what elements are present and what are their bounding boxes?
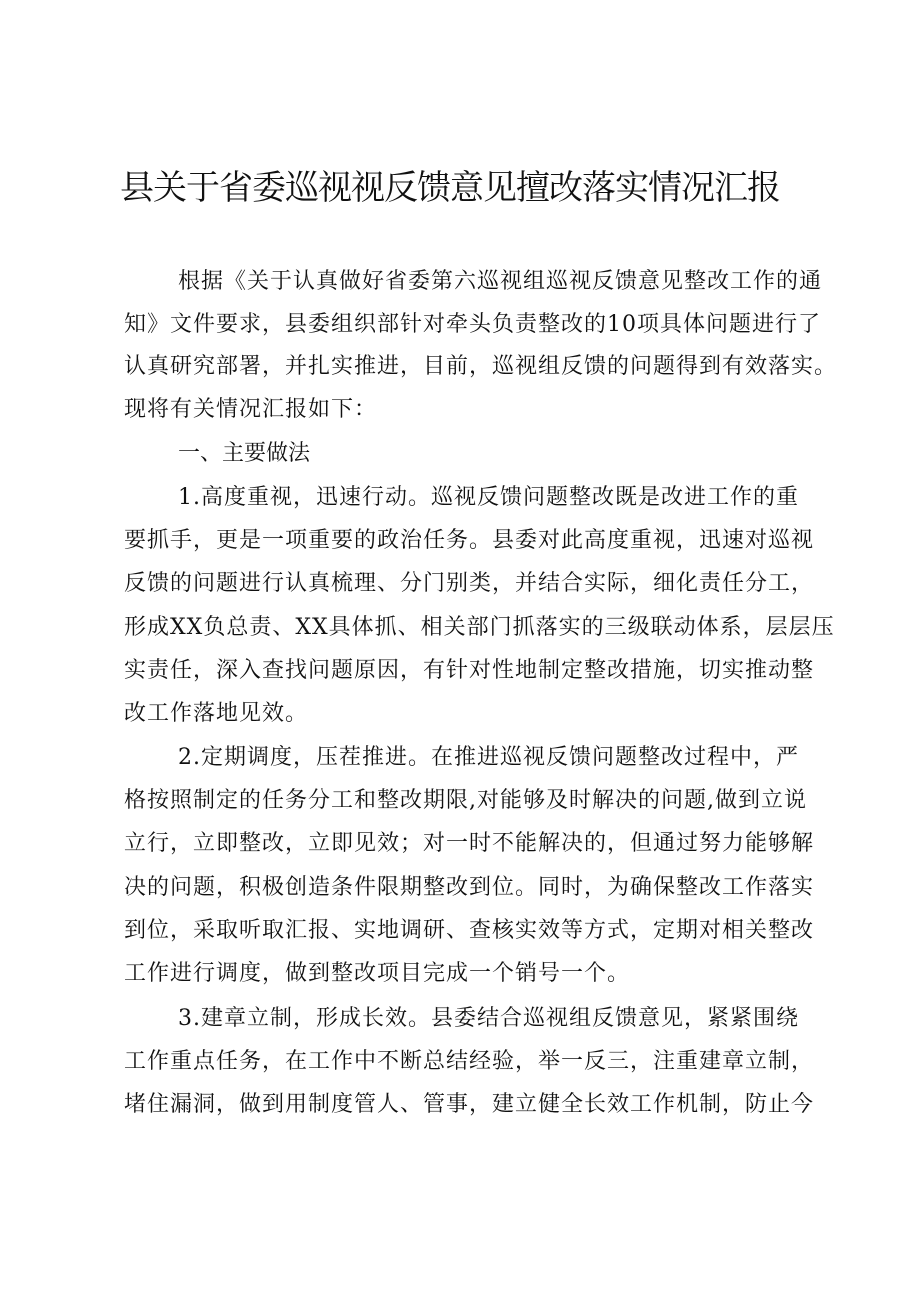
intro-line: 根据《关于认真做好省委第六巡视组巡视反馈意见整改工作的通 <box>178 269 823 294</box>
intro-line: 知》文件要求，县委组织部针对牵头负责整改的10项具体问题进行了 <box>124 312 821 337</box>
item1-line: 1.高度重视，迅速行动。巡视反馈问题整改既是改进工作的重 <box>178 485 799 510</box>
item1-line: 实责任，深入查找问题原因，有针对性地制定整改措施，切实推动整 <box>124 658 815 683</box>
item2-line: 2.定期调度，压茬推进。在推进巡视反馈问题整改过程中，严 <box>178 745 799 770</box>
item3-line: 堵住漏洞，做到用制度管人、管事，建立健全长效工作机制，防止今 <box>124 1092 815 1117</box>
item1-line: 形成XX负总责、XX具体抓、相关部门抓落实的三级联动体系，层层压 <box>124 615 835 640</box>
item2-line: 决的问题，积极创造条件限期整改到位。同时，为确保整改工作落实 <box>124 875 815 900</box>
item2-line: 立行，立即整改，立即见效；对一时不能解决的，但通过努力能够解 <box>124 831 815 856</box>
item2-line: 到位，采取听取汇报、实地调研、查核实效等方式，定期对相关整改 <box>124 918 815 943</box>
item2-line: 工作进行调度，做到整改项目完成一个销号一个。 <box>124 961 631 986</box>
item3-line: 3.建章立制，形成长效。县委结合巡视组反馈意见，紧紧围绕 <box>178 1006 799 1031</box>
document-title: 县关于省委巡视视反馈意见擅改落实情况汇报 <box>120 168 780 208</box>
item1-line: 要抓手，更是一项重要的政治任务。县委对此高度重视，迅速对巡视 <box>124 528 815 553</box>
section-heading: 一、主要做法 <box>178 441 311 466</box>
item1-line: 反馈的问题进行认真梳理、分门别类，并结合实际，细化责任分工， <box>124 571 815 596</box>
item3-line: 工作重点任务，在工作中不断总结经验，举一反三，注重建章立制， <box>124 1049 815 1074</box>
item1-line: 改工作落地见效。 <box>124 701 309 726</box>
intro-line: 认真研究部署，并扎实推进，目前，巡视组反馈的问题得到有效落实。 <box>124 354 838 379</box>
item2-line: 格按照制定的任务分工和整改期限,对能够及时解决的问题,做到立说 <box>124 788 807 813</box>
intro-line: 现将有关情况汇报如下： <box>124 397 378 422</box>
